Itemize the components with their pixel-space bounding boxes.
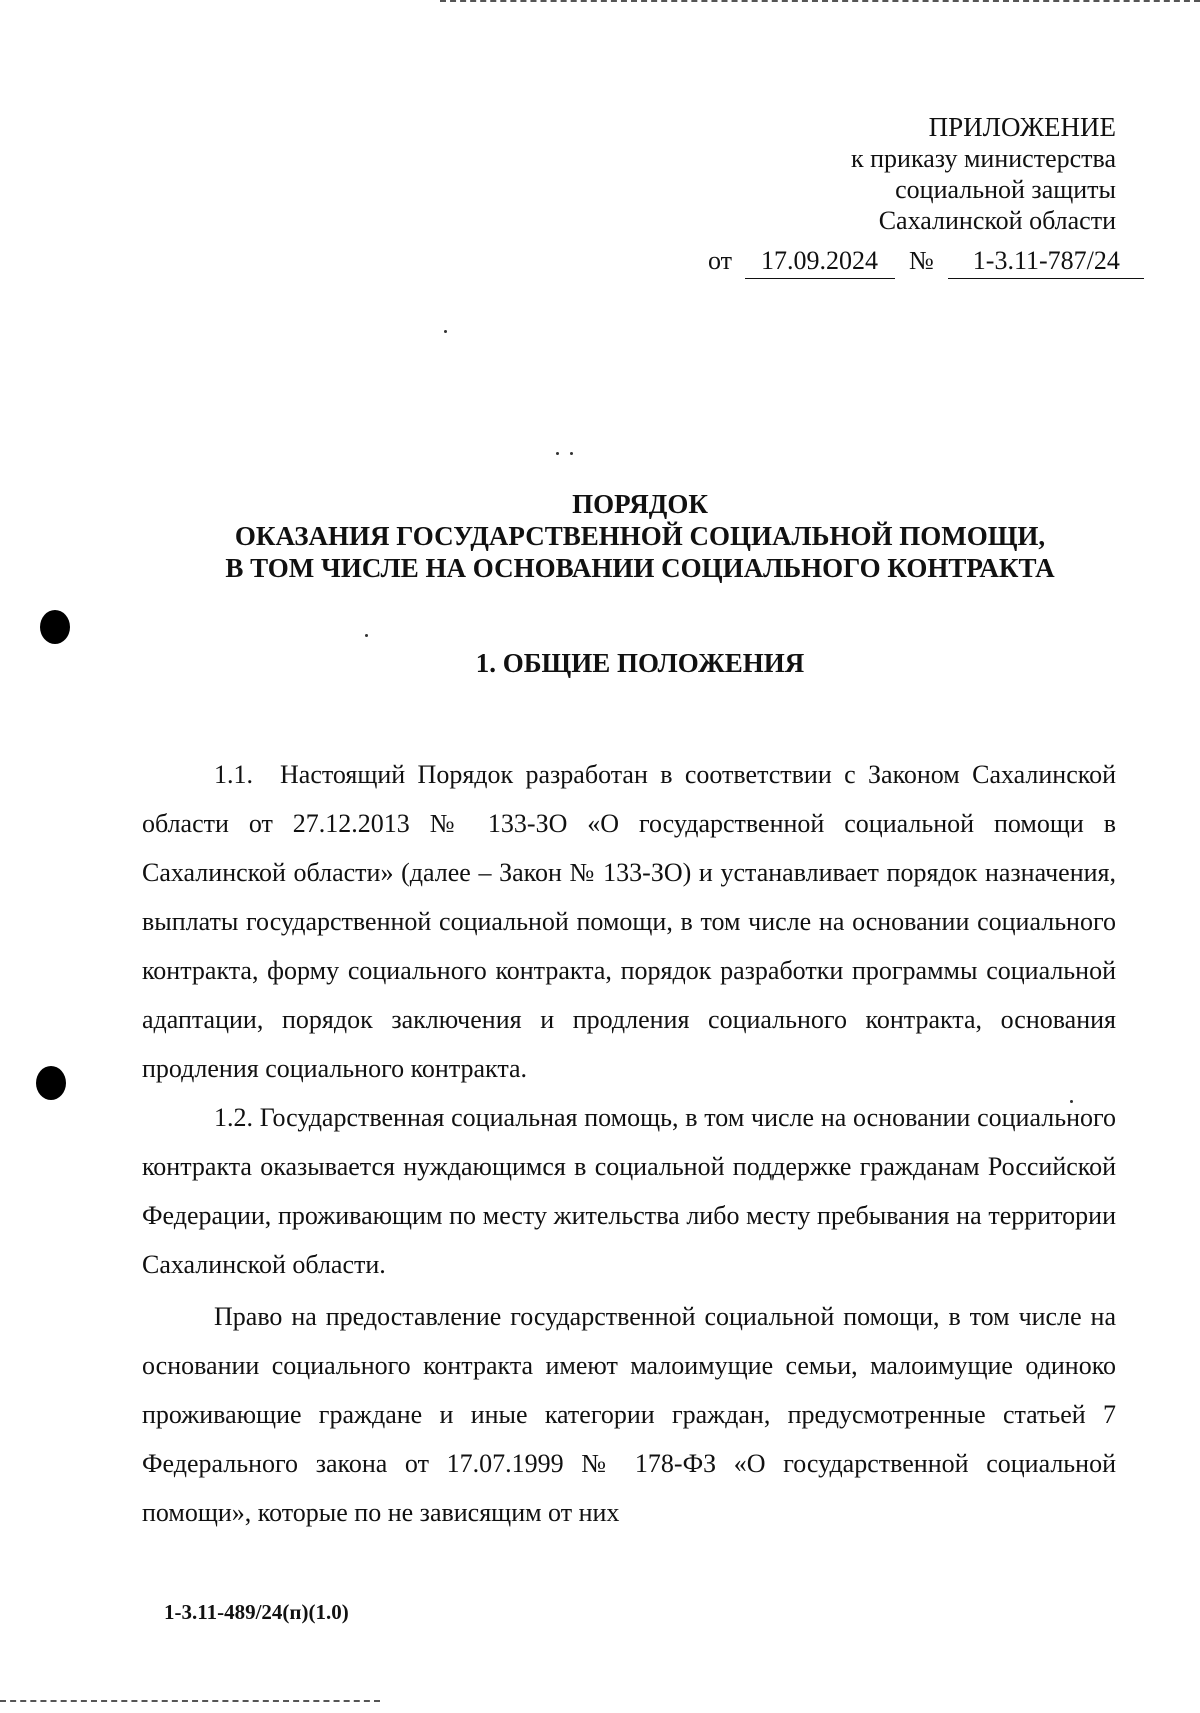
body-text xyxy=(142,750,1116,1537)
scan-speck xyxy=(570,452,573,455)
punch-hole-icon xyxy=(40,610,70,644)
order-date: 17.09.2024 xyxy=(745,246,895,279)
paragraph-1-2: 1.2. Государственная социальная помощь, в том числе на основании социального контракта оказывается нуждающимся в социальной поддержке гражданам Российской Федерации, проживающим по месту жительства либо месту пребывания на территории Сахалинской области. xyxy=(142,1103,1116,1279)
approval-block xyxy=(851,112,1116,236)
paragraph-right: Право на предоставление государственной социальной помощи, в том числе на основании социального контракта имеют малоимущие семьи, малоимущие одиноко проживающие граждане и иные категории граждан, предусмотренные статьей 7 Федерального закона от 17.07.1999 № 178-ФЗ «О государственной социальной помощи», которые по не зависящим от них xyxy=(142,1302,1116,1527)
heading-line: ПОРЯДОК xyxy=(572,489,708,519)
approval-reference xyxy=(708,246,1144,279)
order-number: 1-3.11-787/24 xyxy=(948,246,1144,279)
paragraph-text: Настоящий Порядок разработан в соответствии с Законом Сахалинской области от 27.12.2013 № 133-ЗО «О государственной социальной помощи в Сахалинской области» (далее – Закон № 133-ЗО) и устанавливает порядок назначения, выплаты государственной социальной помощи, в том числе на основании социального контракта, форму социального контракта, порядок разработки программы социальной адаптации, порядок заключения и продления социального контракта, основания продления социального контракта. xyxy=(142,760,1116,1083)
heading-line: В ТОМ ЧИСЛЕ НА ОСНОВАНИИ СОЦИАЛЬНОГО КОНТРАКТА xyxy=(225,553,1055,583)
paragraph-number: 1.1. xyxy=(214,760,253,789)
scan-speck xyxy=(444,330,447,333)
approval-line: Сахалинской области xyxy=(878,206,1116,235)
heading-line: ОКАЗАНИЯ ГОСУДАРСТВЕННОЙ СОЦИАЛЬНОЙ ПОМОЩИ, xyxy=(234,521,1046,551)
approval-title: ПРИЛОЖЕНИЕ xyxy=(928,112,1116,142)
scan-edge-bottom xyxy=(0,1700,380,1704)
section-title: 1. ОБЩИЕ ПОЛОЖЕНИЯ xyxy=(475,648,805,678)
document-heading xyxy=(0,488,1200,584)
from-label: от xyxy=(708,246,733,275)
document-code: 1-3.11-489/24(п)(1.0) xyxy=(164,1600,349,1624)
approval-line: социальной защиты xyxy=(895,175,1116,204)
scan-speck xyxy=(556,452,559,455)
punch-hole-icon xyxy=(36,1066,66,1100)
number-sign: № xyxy=(909,246,934,275)
paragraph-1-1 xyxy=(142,750,1116,1093)
scan-speck xyxy=(365,634,368,637)
approval-line: к приказу министерства xyxy=(851,144,1116,173)
scan-edge-top xyxy=(440,0,1200,4)
